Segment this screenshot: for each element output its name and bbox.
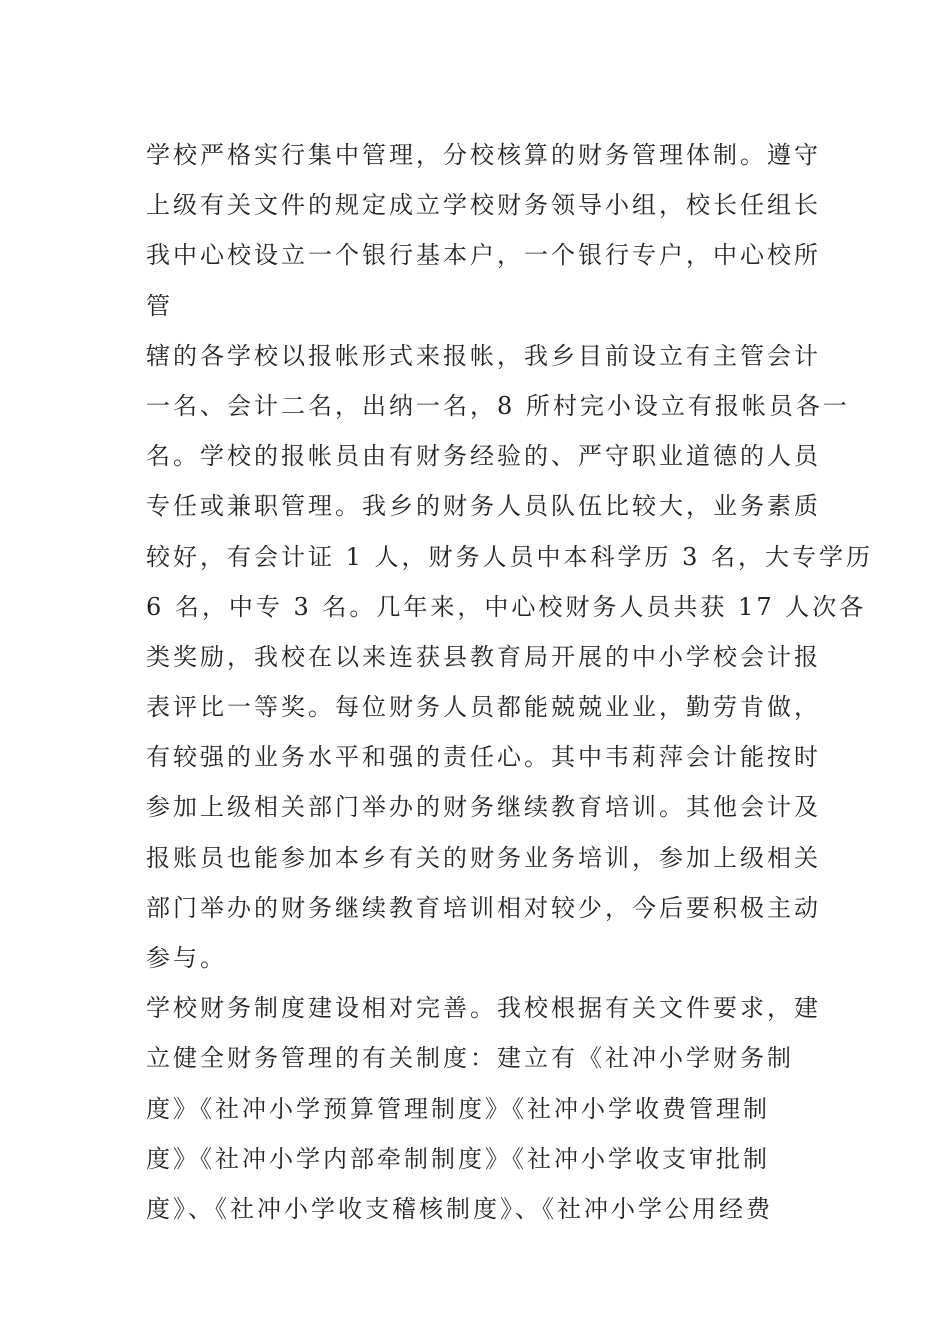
text-line: 较好，有会计证 1 人，财务人员中本科学历 3 名，大专学历 (146, 542, 874, 571)
text-line: 部门举办的财务继续教育培训相对较少，今后要积极主动 (146, 893, 821, 922)
text-line: 度》、《社冲小学收支稽核制度》、《社冲小学公用经费 (146, 1194, 773, 1223)
text-line: 报账员也能参加本乡有关的财务业务培训，参加上级相关 (146, 843, 821, 872)
text-line: 有较强的业务水平和强的责任心。其中韦莉萍会计能按时 (146, 743, 821, 772)
text-line: 专任或兼职管理。我乡的财务人员队伍比较大，业务素质 (146, 492, 821, 521)
text-line: 度》《社冲小学内部牵制制度》《社冲小学收支审批制 (146, 1144, 770, 1173)
text-line: 立健全财务管理的有关制度：建立有《社冲小学财务制 (146, 1044, 794, 1073)
text-line: 管 (146, 291, 173, 320)
text-line: 学校财务制度建设相对完善。我校根据有关文件要求，建 (146, 994, 821, 1023)
text-line: 一名、会计二名，出纳一名，8 所村完小设立有报帐员各一 (146, 391, 850, 420)
text-line: 参加上级相关部门举办的财务继续教育培训。其他会计及 (146, 793, 821, 822)
text-line: 参与。 (146, 944, 227, 972)
text-line: 我中心校设立一个银行基本户，一个银行专户，中心校所 (146, 241, 821, 270)
text-line: 上级有关文件的规定成立学校财务领导小组，校长任组长 (146, 191, 821, 220)
text-line: 表评比一等奖。每位财务人员都能兢兢业业，勤劳肯做， (146, 693, 821, 722)
text-line: 类奖励，我校在以来连获县教育局开展的中小学校会计报 (146, 642, 821, 671)
text-line: 6 名，中专 3 名。几年来，中心校财务人员共获 17 人次各 (146, 592, 867, 621)
text-line: 名。学校的报帐员由有财务经验的、严守职业道德的人员 (146, 442, 821, 471)
document-body (146, 130, 874, 1234)
text-line: 辖的各学校以报帐形式来报帐，我乡目前设立有主管会计 (146, 341, 821, 370)
text-line: 学校严格实行集中管理，分校核算的财务管理体制。遵守 (146, 141, 821, 169)
text-line: 度》《社冲小学预算管理制度》《社冲小学收费管理制 (146, 1094, 770, 1123)
